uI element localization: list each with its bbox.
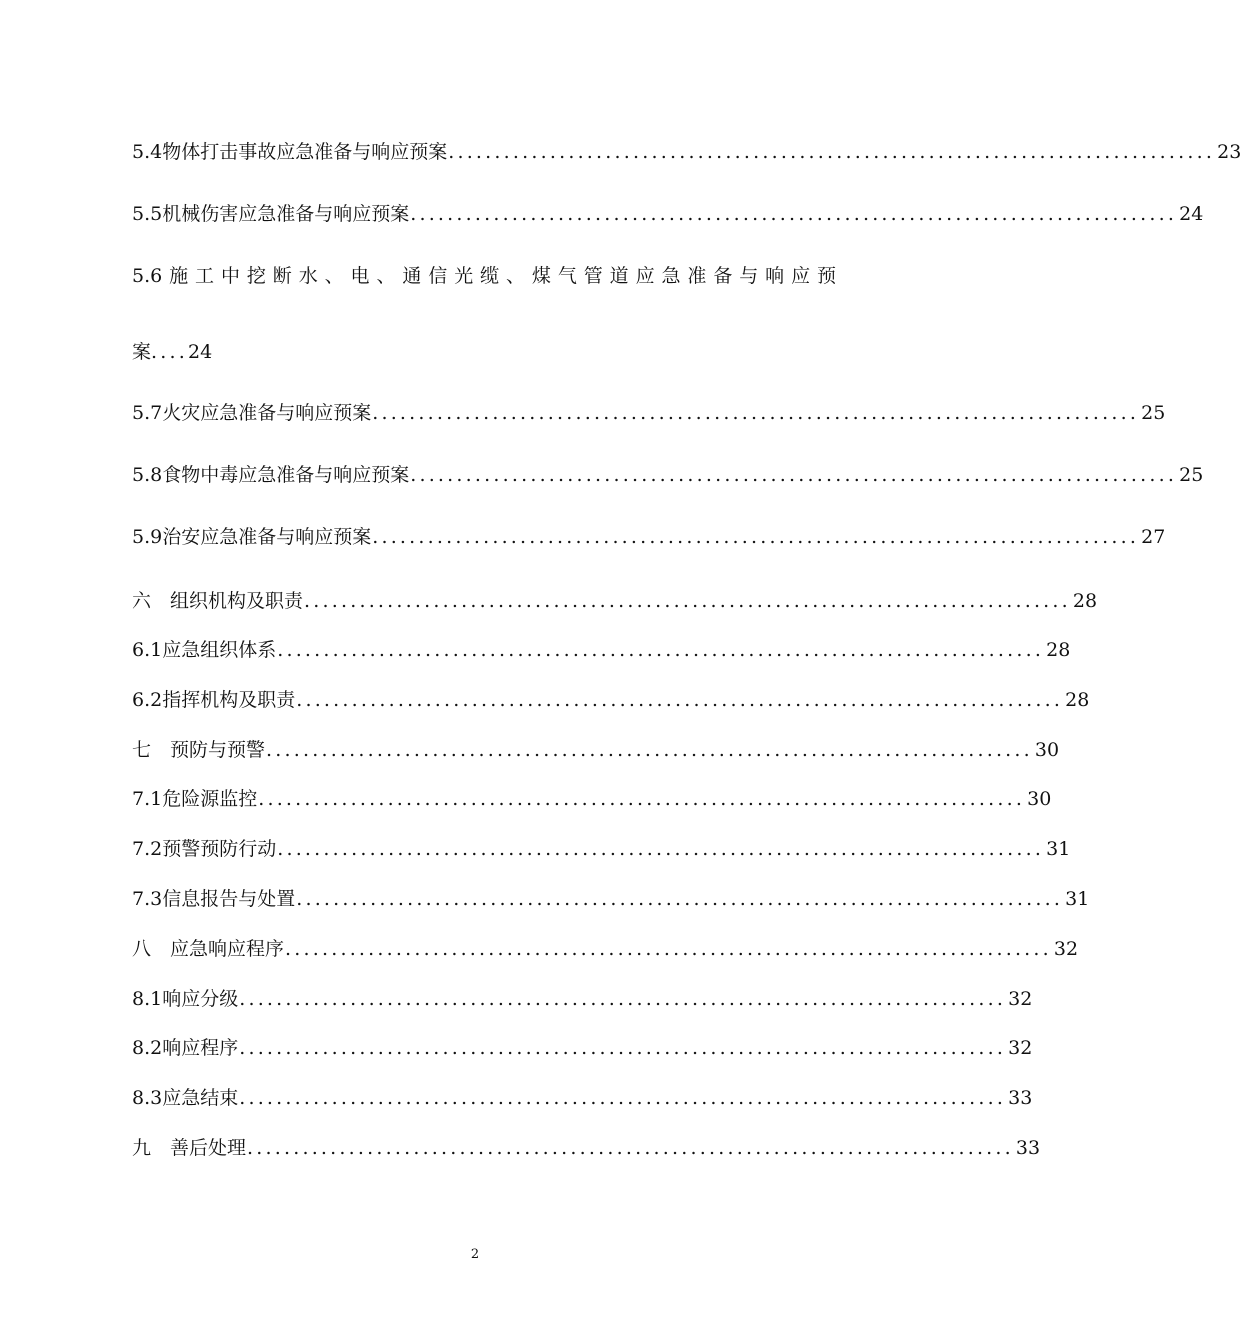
toc-leader-dots: ...................................................................................: [266, 739, 1033, 761]
toc-entry-label: 7.2预警预防行动: [132, 838, 277, 860]
toc-leader-dots: ...................................................................................: [277, 838, 1045, 860]
toc-leader-dots: ...................................................................................: [410, 203, 1178, 225]
toc-leader-dots: ....: [151, 341, 188, 363]
toc-entry-page: 31: [1046, 838, 1071, 860]
toc-entry-label: 7.1危险源监控: [132, 788, 258, 810]
toc-entry-page: 25: [1141, 402, 1166, 424]
toc-entry: [132, 1134, 1041, 1162]
toc-entry: [132, 1034, 1033, 1062]
toc-entry-label: 7.3信息报告与处置: [132, 888, 296, 910]
toc-entry-label: 8.2响应程序: [132, 1037, 239, 1059]
toc-entry-page: 31: [1065, 888, 1090, 910]
toc-entry-label: 5.5机械伤害应急准备与响应预案: [132, 203, 410, 225]
toc-entry-label: 6.1应急组织体系: [132, 639, 277, 661]
toc-entry-label: 5.8食物中毒应急准备与响应预案: [132, 464, 410, 486]
toc-entry-label: 5.9治安应急准备与响应预案: [132, 526, 372, 548]
toc-leader-dots: ...................................................................................: [239, 1087, 1007, 1109]
toc-leader-dots: ...................................................................................: [239, 988, 1007, 1010]
toc-entry: [132, 935, 1079, 963]
toc-entry: [132, 885, 1090, 913]
toc-entry: [132, 138, 1241, 166]
toc-leader-dots: ...................................................................................: [448, 141, 1216, 163]
page-number: 2: [470, 1247, 480, 1262]
toc-entry-label: 8.3应急结束: [132, 1087, 239, 1109]
toc-entry: [132, 985, 1033, 1013]
toc-leader-dots: ...................................................................................: [239, 1037, 1007, 1059]
toc-entry: [132, 636, 1071, 664]
toc-entry: [132, 736, 1060, 764]
toc-entry: [132, 587, 1098, 615]
toc-entry: [132, 523, 1166, 551]
toc-entry: [132, 200, 1204, 228]
toc-leader-dots: ...................................................................................: [247, 1137, 1014, 1159]
toc-leader-dots: ...................................................................................: [296, 888, 1064, 910]
toc-entry-page: 25: [1179, 464, 1204, 486]
toc-entry: [132, 835, 1071, 863]
toc-entry: [132, 461, 1204, 489]
toc-entry-page: 33: [1015, 1137, 1041, 1159]
toc-leader-dots: ...................................................................................: [277, 639, 1045, 661]
toc-entry: [132, 399, 1166, 427]
toc-leader-dots: ...................................................................................: [296, 689, 1064, 711]
toc-entry-page: 28: [1065, 689, 1090, 711]
toc-leader-dots: ...................................................................................: [285, 938, 1052, 960]
toc-entry-page: 28: [1046, 639, 1071, 661]
toc-entry: [132, 785, 1052, 813]
toc-entry-label: 八 应急响应程序: [132, 938, 285, 960]
toc-entry-page: 32: [1053, 938, 1079, 960]
toc-entry-page: 23: [1217, 141, 1241, 163]
toc-entry-page: 30: [1034, 739, 1060, 761]
toc-entry-label: 5.7火灾应急准备与响应预案: [132, 402, 372, 424]
toc-entry-page: 30: [1027, 788, 1052, 810]
toc-leader-dots: ...................................................................................: [304, 590, 1071, 612]
toc-entry-page: 32: [1008, 1037, 1033, 1059]
toc-entry-wrapped-label-end: 案: [132, 341, 152, 363]
toc-entry-wrapped-line1: 5.6施工中挖断水、电、通信光缆、煤气管道应急准备与响应预: [132, 265, 836, 287]
toc-entry-label: 5.4物体打击事故应急准备与响应预案: [132, 141, 448, 163]
toc-entry-page: 27: [1141, 526, 1166, 548]
toc-entry-page: 24: [187, 341, 213, 363]
toc-entry-page: 33: [1008, 1087, 1033, 1109]
toc-entry-label: 七 预防与预警: [132, 739, 266, 761]
toc-entry-label: 6.2指挥机构及职责: [132, 689, 296, 711]
toc-entry: [132, 1084, 1033, 1112]
toc-leader-dots: ...................................................................................: [372, 526, 1140, 548]
toc-entry-label: 8.1响应分级: [132, 988, 239, 1010]
toc-entry-label: 九 善后处理: [132, 1137, 247, 1159]
toc-leader-dots: ...................................................................................: [372, 402, 1140, 424]
toc-entry-label: 六 组织机构及职责: [132, 590, 304, 612]
toc-leader-dots: ...................................................................................: [258, 788, 1026, 810]
toc-entry-page: 28: [1072, 590, 1098, 612]
toc-entry-page: 32: [1008, 988, 1033, 1010]
toc-entry-page: 24: [1179, 203, 1204, 225]
toc-entry: [132, 686, 1090, 714]
toc-leader-dots: ...................................................................................: [410, 464, 1178, 486]
toc-entry-wrapped-line2: [132, 338, 212, 366]
